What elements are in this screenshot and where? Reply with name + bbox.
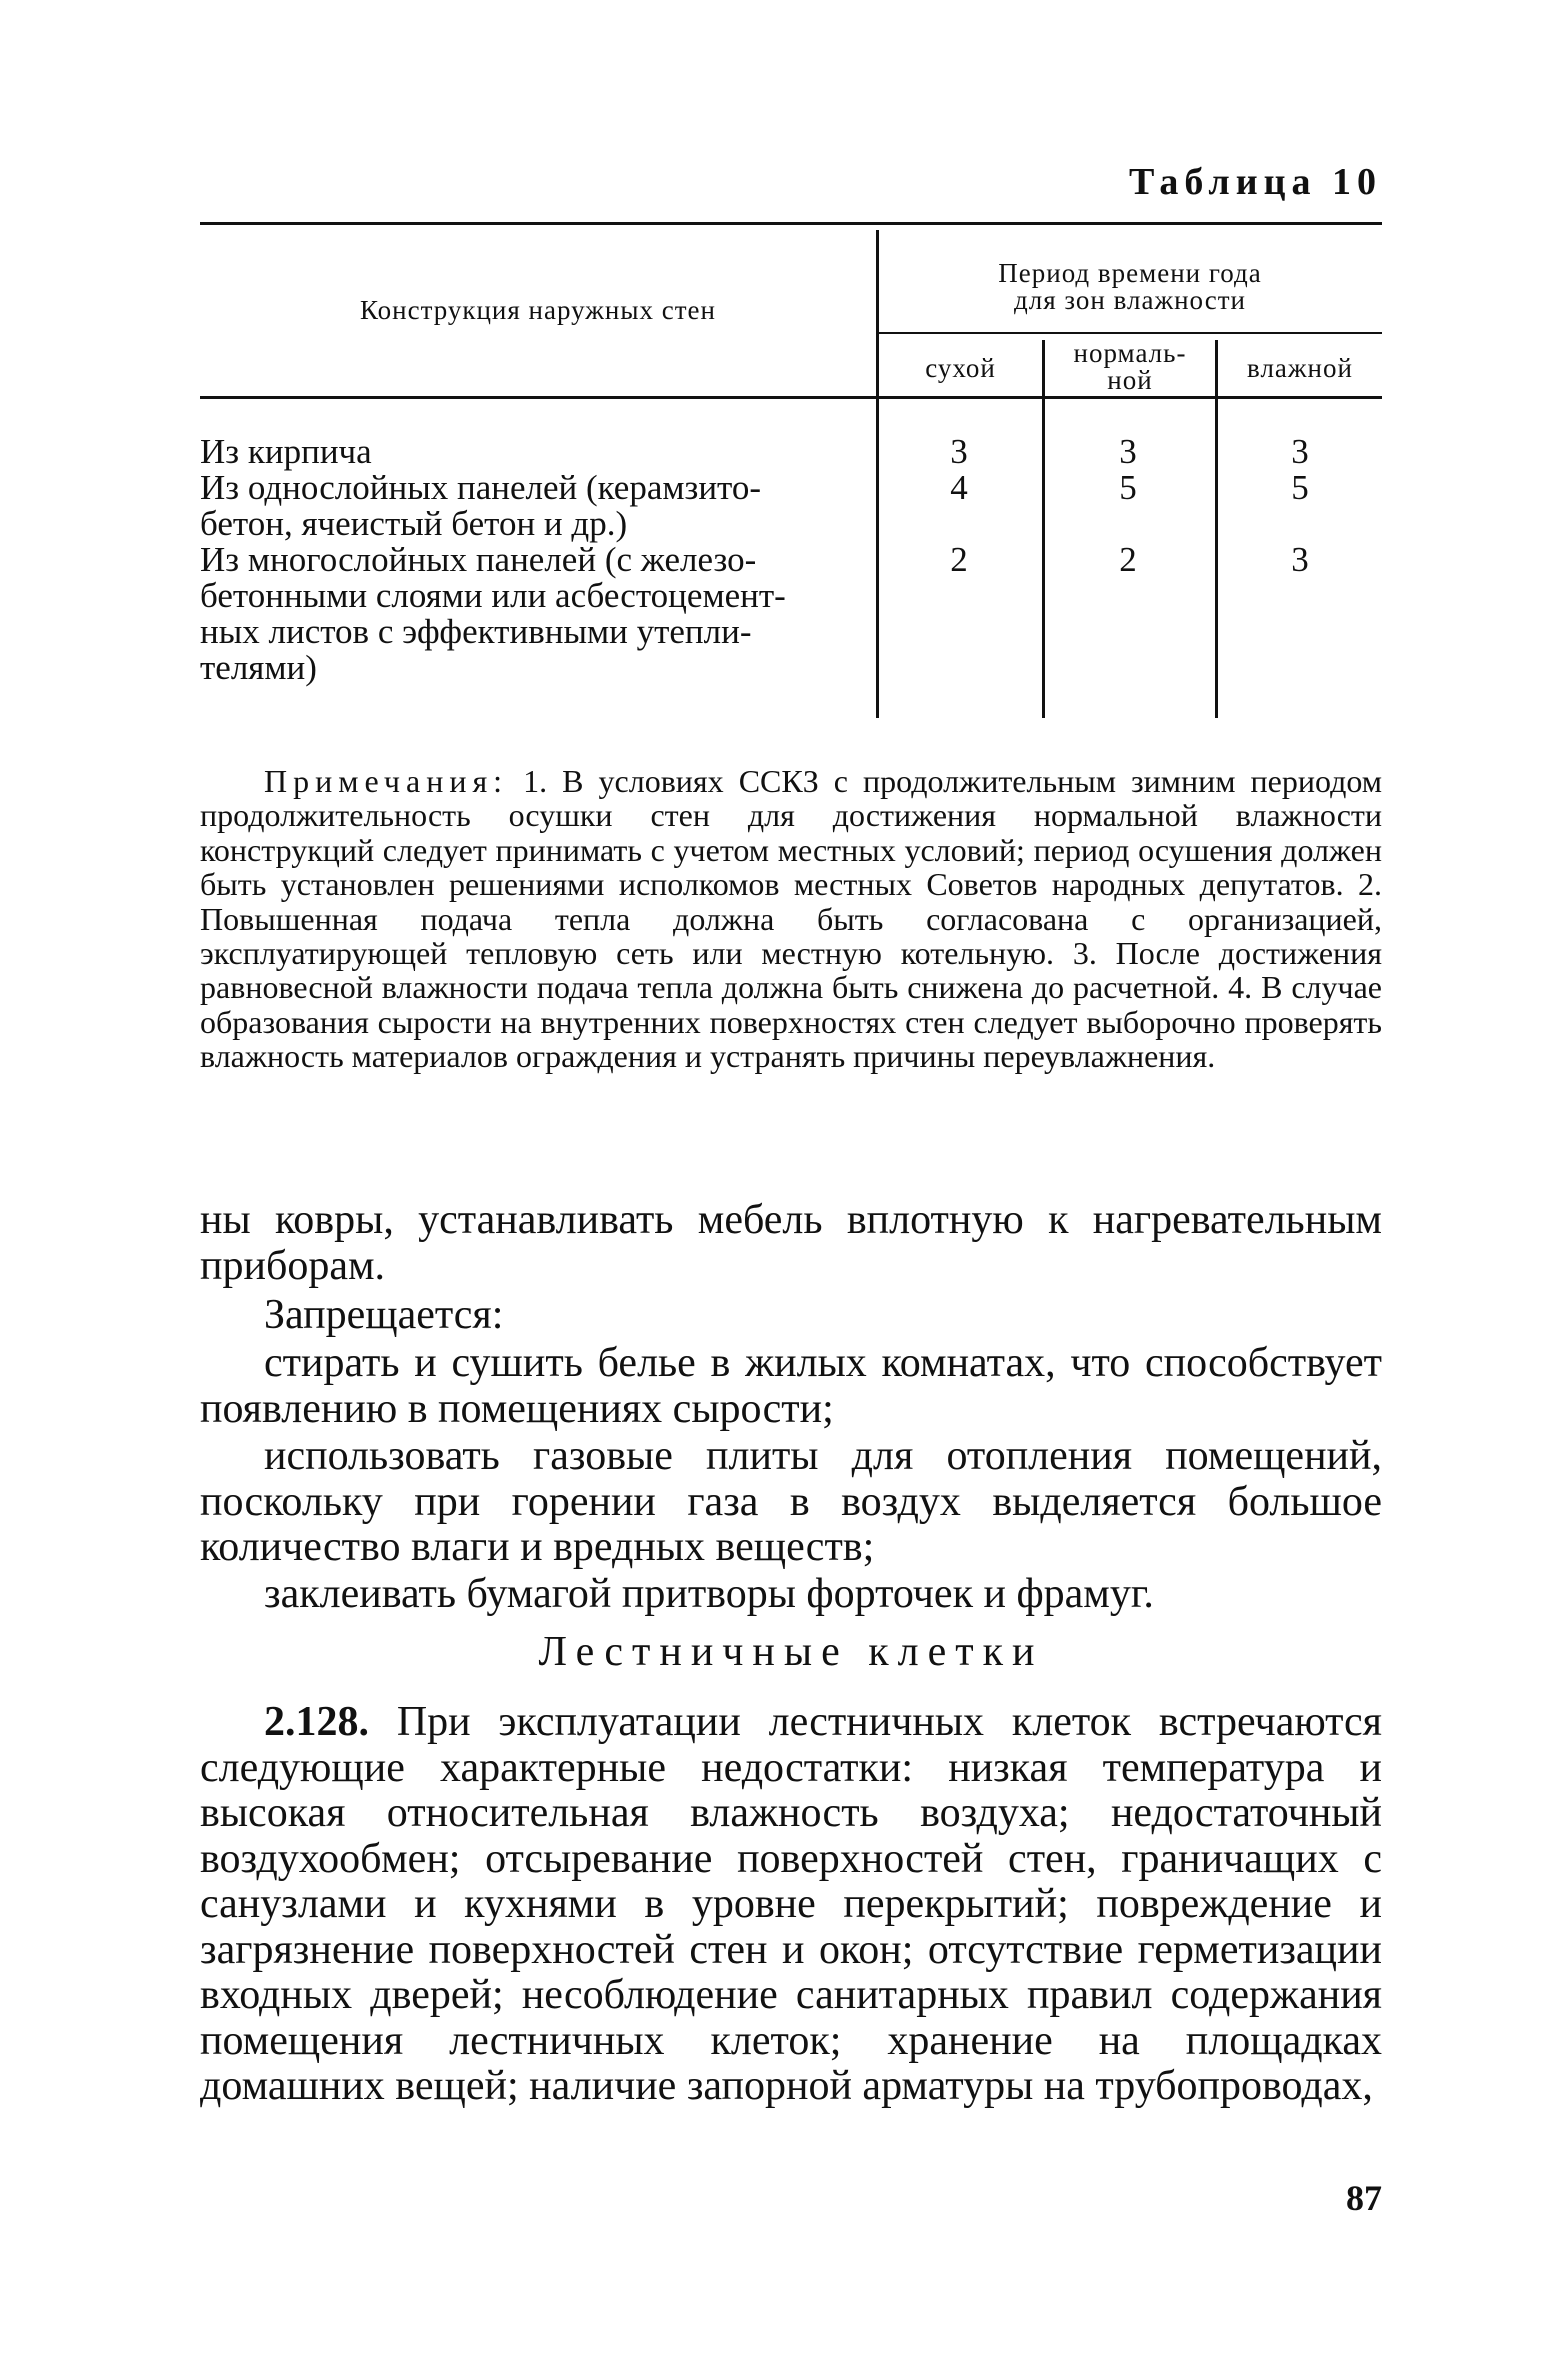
cell-multi-dry: 2 [950,540,968,579]
col-header-construction: Конструкция наружных стен [360,295,716,325]
cell-single-wet: 5 [1291,468,1309,507]
prohibited-label: Запрещается: [264,1292,504,1338]
cell-multi-wet: 3 [1291,540,1309,579]
paragraph-number: 2.128. [264,1699,369,1745]
row-label-brick: Из кирпича [200,432,372,471]
notes-text: 1. В условиях ССКЗ с продолжительным зимним периодом продолжительность осушки стен для достижения нормальной влажности конструкций следует принимать с учетом местных условий; период осушения должен быть установлен решениями исполкомов местных Советов народных депутатов. 2. Повышенная подача тепла должна быть согласована с организацией, эксплуатирующей тепловую сеть или местную котельную. 3. После достижения равновесной влажности подача тепла должна быть снижена до расчетной. 4. В случае образования сырости на внутренних поверхностях стен следует выборочно проверять влажность материалов ограждения и устранять причины переувлажнения. [200,763,1383,1075]
table-10 [200,222,1382,722]
prohibited-item-3: заклеивать бумагой притворы форточек и фрамуг. [264,1571,1154,1617]
table-header-bottom-rule [200,396,1382,399]
prohibited-item-1: стирать и сушить белье в жилых комнатах, что способствует появлению в помещениях сырости; [200,1340,1382,1432]
cell-multi-normal: 2 [1119,540,1137,579]
group-header-period: Период времени года для зон влажности [998,258,1262,315]
sub-header-dry: сухой [925,353,996,383]
section-heading: Лестничные клетки [538,1629,1044,1675]
cell-brick-wet: 3 [1291,432,1309,471]
table-caption: Таблица 10 [1128,161,1382,203]
table-top-rule [200,222,1382,225]
page-number: 87 [1346,2178,1382,2218]
sub-header-normal: нормаль- ной [1073,338,1187,395]
sub-header-wet: влажной [1247,353,1353,383]
table-vrule-3 [1215,340,1218,718]
paragraph-2-128 [200,1700,1382,2110]
notes-lead: Примечания: [264,763,509,799]
table-vrule-2 [1042,340,1045,718]
cell-brick-dry: 3 [950,432,968,471]
cell-single-dry: 4 [950,468,968,507]
cell-brick-normal: 3 [1119,432,1137,471]
cell-single-normal: 5 [1119,468,1137,507]
continuation-paragraph: ны ковры, устанавливать мебель вплотную к нагревательным приборам. [200,1197,1382,1289]
prohibited-item-2: использовать газовые плиты для отопления помещений, поскольку при горении газа в воздух выделяется большое количество влаги и вредных веществ; [200,1433,1382,1570]
table-subheader-rule [876,332,1382,334]
row-label-multi-layer: Из многослойных панелей (с железо- бетонными слоями или асбестоцемент- ных листов с эффективными утепли- телями) [200,540,786,687]
row-label-single-layer: Из однослойных панелей (керамзито- бетон, ячеистый бетон и др.) [200,468,762,543]
paragraph-text: При эксплуатации лестничных клеток встречаются следующие характерные недостатки: низкая температура и высокая относительная влажность воздуха; недостаточный воздухообмен; отсыревание поверхностей стен, граничащих с санузлами и кухнями в уровне перекрытий; повреждение и загрязнение поверхностей стен и окон; отсутствие герметизации входных дверей; несоблюдение санитарных правил содержания помещения лестничных клеток; хранение на площадках домашних вещей; наличие запорной арматуры на трубопроводах, [200,1699,1382,2109]
table-notes [200,764,1382,1074]
